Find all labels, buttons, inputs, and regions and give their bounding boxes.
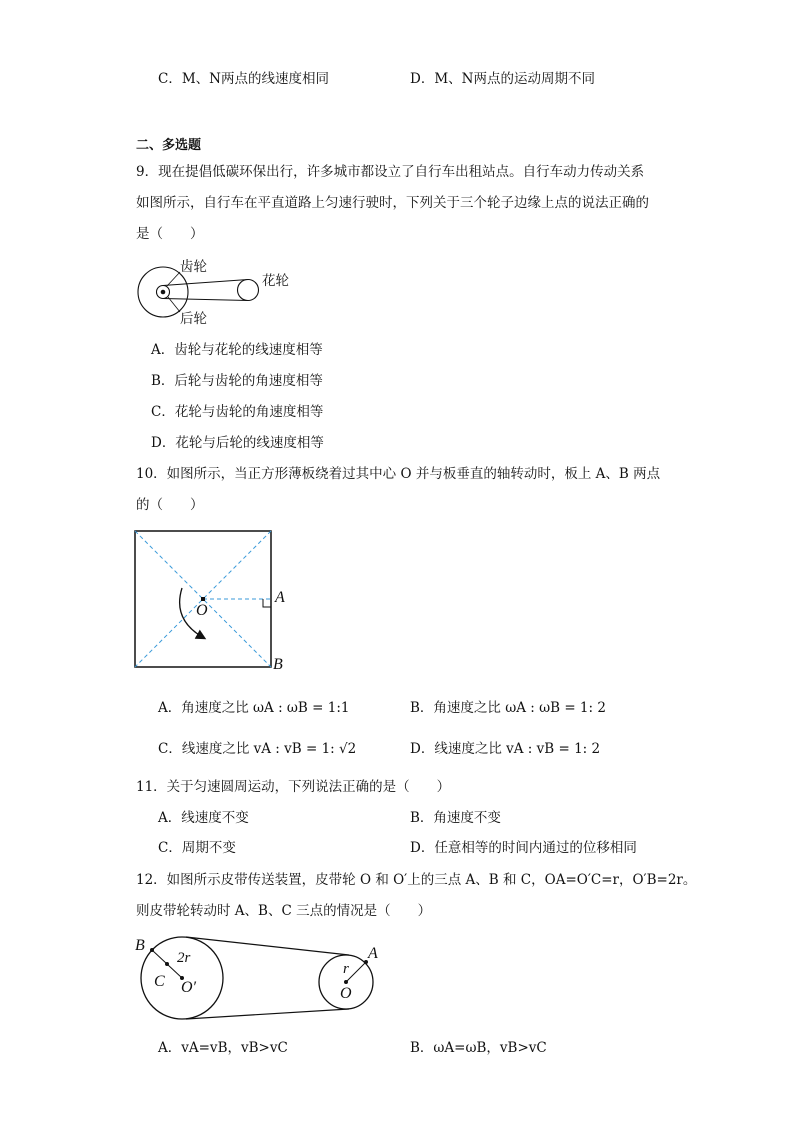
q12-option-b: B．ωA=ωB，vB>vC: [410, 1040, 547, 1056]
q9-bicycle-drive-figure: [130, 250, 300, 330]
q11-option-b: B．角速度不变: [410, 810, 501, 826]
q10-stem-line1: 10．如图所示，当正方形薄板绕着过其中心 O 并与板垂直的轴转动时，板上 A、B 两点: [136, 466, 661, 482]
label-b: B: [273, 656, 283, 673]
belt-top: [186, 937, 349, 955]
q12-belt-drive-figure: [130, 930, 390, 1030]
q10-option-d: D．线速度之比 vA : vB = 1: 2: [410, 741, 601, 757]
q9-stem-line3: 是（ ）: [136, 226, 204, 242]
q9-stem-line2: 如图所示，自行车在平直道路上匀速行驶时，下列关于三个轮子边缘上点的说法正确的: [136, 195, 649, 211]
q12-stem-line2: 则皮带轮转动时 A、B、C 三点的情况是（ ）: [136, 903, 432, 919]
axle-dot: [161, 290, 166, 295]
q12-stem-line1: 12．如图所示皮带传送装置，皮带轮 O 和 O′上的三点 A、B 和 C，OA=O′C=r，O′B=2r。: [136, 872, 697, 888]
q10-square-plate-figure: [130, 525, 290, 675]
q9-option-b: B．后轮与齿轮的角速度相等: [151, 373, 323, 389]
q11-option-c: C．周期不变: [158, 840, 236, 856]
label-rear-wheel: 后轮: [180, 311, 207, 327]
q9-option-c: C．花轮与齿轮的角速度相等: [151, 404, 324, 420]
label-c: C: [154, 973, 165, 990]
q12-option-a: A．vA=vB，vB>vC: [158, 1040, 288, 1056]
chain-top: [163, 280, 248, 286]
belt-bottom: [186, 1009, 349, 1019]
gear-leader: [167, 272, 180, 286]
q8-option-c: C．M、N两点的线速度相同: [158, 71, 329, 87]
q11-option-a: A．线速度不变: [158, 810, 249, 826]
label-o: O: [196, 602, 208, 619]
q11-stem: 11．关于匀速圆周运动，下列说法正确的是（ ）: [136, 779, 451, 795]
right-angle-mark: [263, 599, 271, 607]
label-a: A: [275, 589, 285, 606]
q10-option-b: B．角速度之比 ωA : ωB = 1: 2: [410, 700, 606, 716]
label-o-prime: O′: [181, 979, 197, 996]
label-o: O: [340, 985, 352, 1002]
center-dot: [201, 597, 205, 601]
q10-option-a: A．角速度之比 ωA : ωB = 1:1: [158, 700, 350, 716]
label-gear: 齿轮: [180, 259, 207, 275]
flywheel-circle: [238, 280, 259, 301]
section-title-multiple-choice: 二、多选题: [136, 138, 202, 153]
radius-o-a: [346, 962, 366, 982]
label-r: r: [343, 961, 349, 977]
chain-bottom: [163, 299, 248, 301]
label-b: B: [135, 937, 145, 954]
q9-option-d: D．花轮与后轮的线速度相等: [151, 435, 324, 451]
point-b-dot: [150, 948, 154, 952]
point-c-dot: [165, 962, 169, 966]
q10-option-c: C．线速度之比 vA : vB = 1: √2: [158, 741, 357, 757]
label-a: A: [368, 945, 378, 962]
q9-stem-line1: 9．现在提倡低碳环保出行，许多城市都设立了自行车出租站点。自行车动力传动关系: [136, 164, 645, 180]
center-o-dot: [344, 980, 348, 984]
q8-option-d: D．M、N两点的运动周期不同: [410, 71, 595, 87]
label-flywheel: 花轮: [262, 273, 289, 289]
q9-option-a: A．齿轮与花轮的线速度相等: [151, 342, 323, 358]
label-2r: 2r: [177, 950, 191, 966]
q11-option-d: D．任意相等的时间内通过的位移相同: [410, 840, 637, 856]
q10-stem-line2: 的（ ）: [136, 497, 204, 513]
